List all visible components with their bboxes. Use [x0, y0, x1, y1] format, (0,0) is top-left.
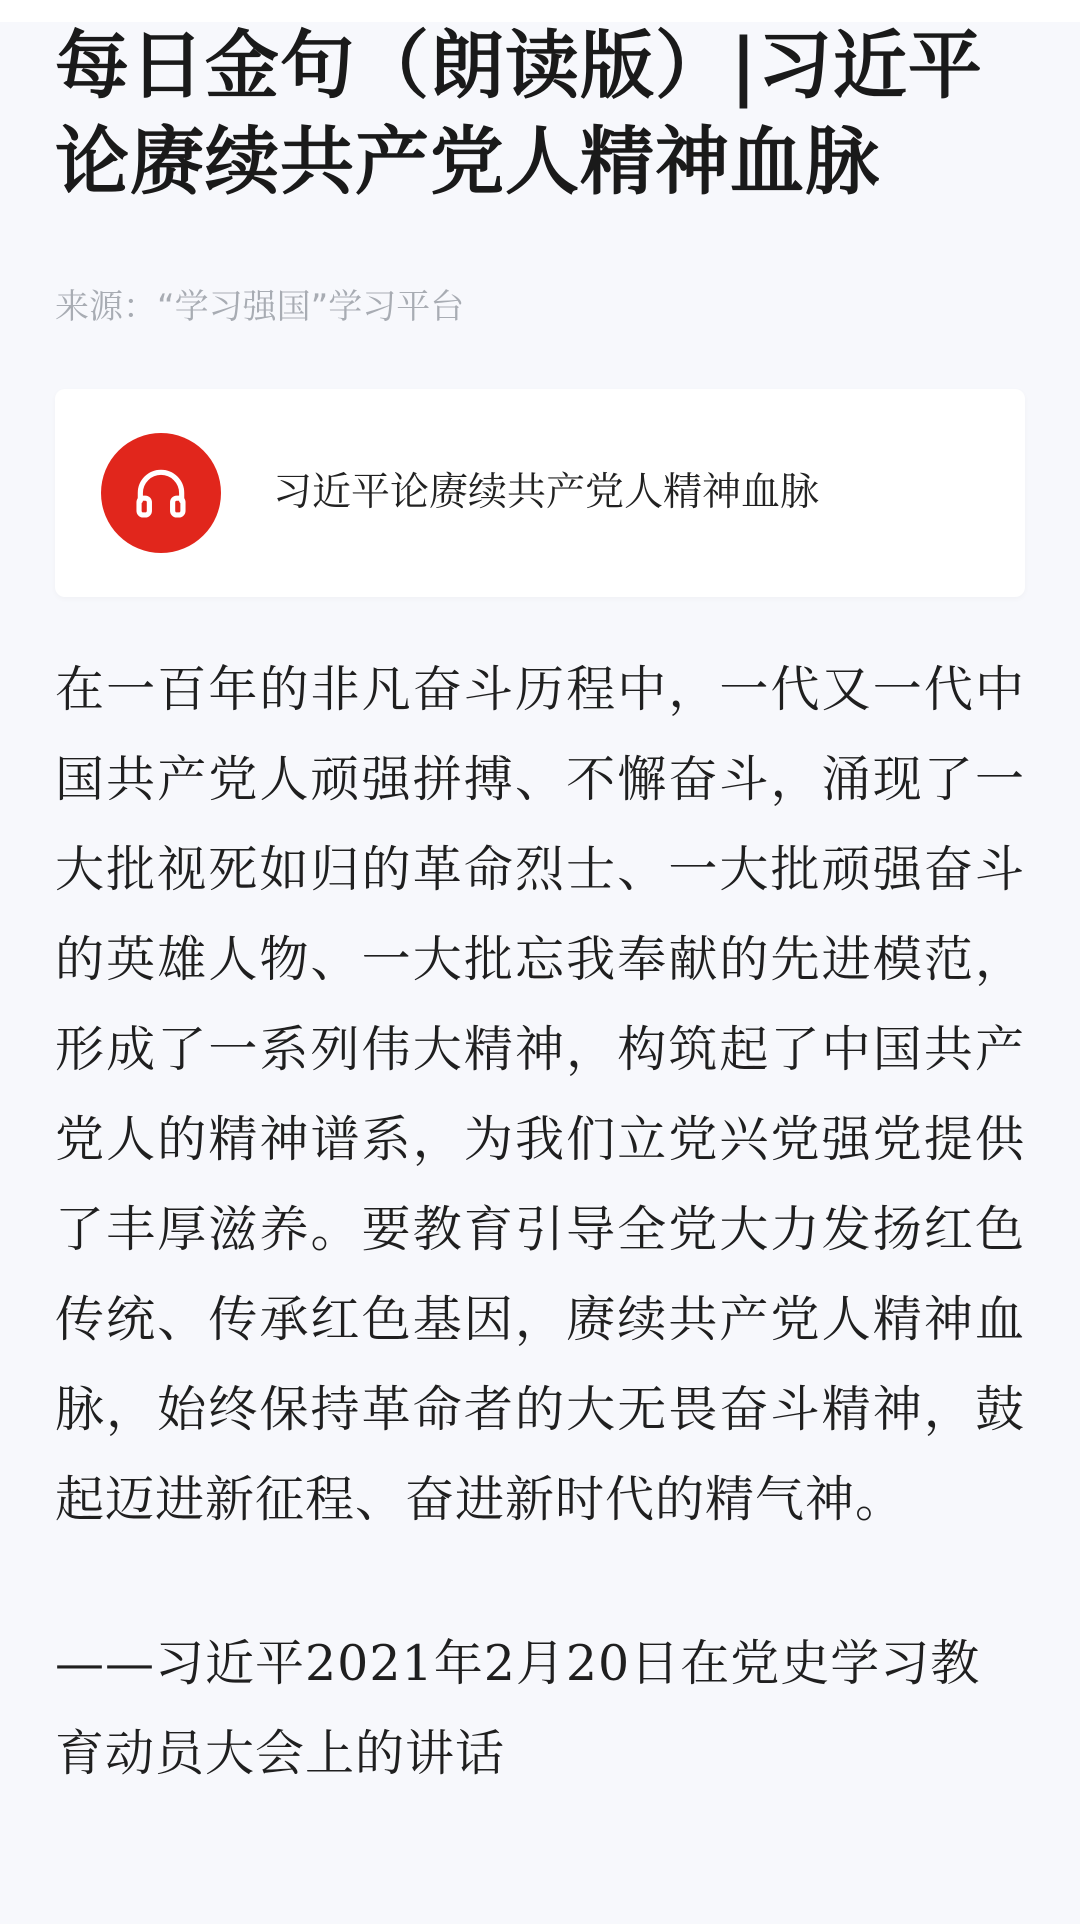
- article-source: 来源：“学习强国”学习平台: [55, 287, 465, 327]
- article: [55, 18, 1025, 1799]
- article-body: 在一百年的非凡奋斗历程中，一代又一代中国共产党人顽强拼搏、不懈奋斗，涌现了一大批视死如归的革命烈士、一大批顽强奋斗的英雄人物、一大批忘我奉献的先进模范，形成了一系列伟大精神，构筑起了中国共产党人的精神谱系，为我们立党兴党强党提供了丰厚滋养。要教育引导全党大力发扬红色传统、传承红色基因，赓续共产党人精神血脉，始终保持革命者的大无畏奋斗精神，鼓起迈进新征程、奋进新时代的精气神。: [55, 661, 1025, 1528]
- headphones-icon[interactable]: [101, 433, 221, 553]
- quote-attribution: ——习近平2021年2月20日在党史学习教育动员大会上的讲话: [55, 1635, 981, 1782]
- audio-player-card[interactable]: [55, 389, 1025, 597]
- audio-title: 习近平论赓续共产党人精神血脉: [273, 470, 820, 515]
- article-title: 每日金句（朗读版）|习近平论赓续共产党人精神血脉: [55, 23, 983, 205]
